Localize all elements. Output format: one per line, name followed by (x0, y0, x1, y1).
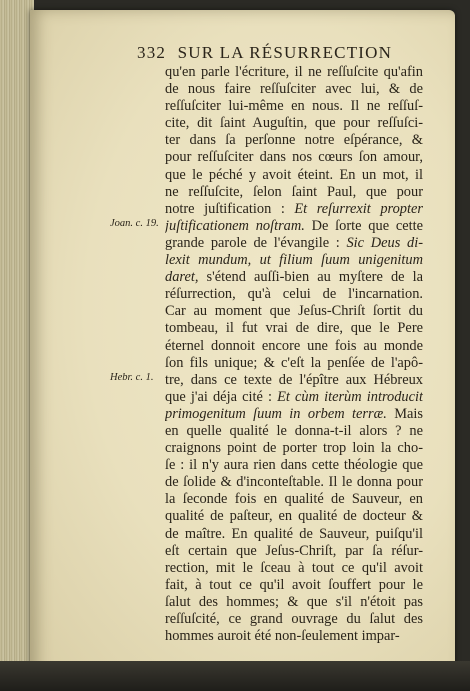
text-line (165, 218, 423, 235)
text-run: De ſorte que cette (304, 217, 423, 234)
text-line (165, 440, 423, 457)
text-run: de maître. En qualité de Sauveur, puiſqu'il (165, 525, 423, 542)
text-line (165, 577, 423, 594)
italic-latin-quote: Et reſurrexit propter (294, 200, 423, 217)
text-run: notre juſtification : (165, 200, 295, 217)
text-line (165, 320, 423, 337)
text-line (165, 628, 423, 645)
text-run: reſſuſciter lui-même en nous. Il ne reſſuſ- (165, 98, 423, 115)
margin-note-hebr: Hebr. c. 1. (110, 372, 154, 383)
margin-note-joan: Joan. c. 19. (110, 218, 159, 229)
italic-latin-quote: daret, (165, 269, 199, 286)
text-run: s'étend auſſi-bien au myſtere de la (198, 269, 423, 286)
text-line (165, 474, 423, 491)
text-line (165, 149, 423, 166)
text-line (165, 423, 423, 440)
text-run: tombeau, il fut vrai de dire, que le Pere (165, 320, 423, 337)
text-run: Mais (386, 405, 423, 422)
text-run: tre, dans ce texte de l'épître aux Hébreux (165, 371, 423, 388)
text-line (165, 594, 423, 611)
text-line (165, 543, 423, 560)
italic-latin-quote: Et cùm iterùm introducit (277, 388, 423, 405)
text-line (165, 389, 423, 406)
text-line (165, 115, 423, 132)
book-bottom-shadow (0, 661, 470, 691)
text-line (165, 201, 423, 218)
text-run: fait, à tout ce qu'il avoit ſouffert pour le (165, 576, 423, 593)
italic-latin-quote: lexit mundum, ut filium ſuum unigenitum (165, 252, 423, 269)
text-run: qu'en parle l'écriture, il ne reſſuſcite qu'afin (165, 64, 423, 80)
page-body-text (165, 64, 423, 645)
text-line (165, 167, 423, 184)
italic-latin-quote: Sic Deus di- (346, 234, 423, 251)
text-run: qualité de paſteur, en qualité de docteur & (165, 508, 423, 525)
text-line (165, 338, 423, 355)
text-line (165, 355, 423, 372)
text-run: ne reſſuſcite, ſelon ſaint Paul, que pour (165, 183, 423, 200)
text-run: Car au moment que Jeſus-Chriſt ſortit du (165, 303, 423, 320)
text-run: hommes auroit été non-ſeulement impar- (165, 628, 400, 645)
text-line (165, 98, 423, 115)
text-line (165, 235, 423, 252)
text-line (165, 64, 423, 81)
text-line (165, 406, 423, 423)
text-line (165, 132, 423, 149)
text-run: eſt certain que Jeſus-Chriſt, par ſa réſur- (165, 542, 423, 559)
text-run: reſſuſcité, ce grand ouvrage du ſalut des (165, 611, 423, 627)
book-page-edges (0, 0, 34, 691)
running-header (137, 43, 407, 65)
text-run: de nous faire reſſuſciter avec lui, & de (165, 81, 423, 98)
text-line (165, 457, 423, 474)
text-run: que le péché y avoit éteint. En un mot, il (165, 166, 423, 183)
text-run: craignons point de porter trop loin la cho- (165, 440, 423, 457)
text-line (165, 611, 423, 628)
text-line (165, 252, 423, 269)
text-run: ſon fils unique; & c'eſt la penſée de l'apô- (165, 354, 423, 371)
text-line (165, 184, 423, 201)
text-run: ſe : il n'y aura rien dans cette théologie que (165, 457, 423, 474)
text-line (165, 491, 423, 508)
text-run: pour reſſuſciter dans nos cœurs ſon amour, (165, 149, 423, 166)
text-run: en quelle qualité le donna-t-il alors ? ne (165, 422, 423, 439)
text-line (165, 81, 423, 98)
text-run: rection, mit le ſceau à tout ce qu'il avoit (165, 559, 423, 576)
text-run: ter dans ſa perſonne notre eſpérance, & (165, 132, 423, 149)
text-run: grande parole de l'évangile : (165, 234, 347, 251)
text-line (165, 286, 423, 303)
text-line (165, 508, 423, 525)
text-line (165, 269, 423, 286)
text-line (165, 372, 423, 389)
text-run: réſurrection, qu'à celui de l'incarnation. (165, 286, 423, 303)
text-line (165, 303, 423, 320)
text-line (165, 526, 423, 543)
text-run: éternel donnoit encore une fois au monde (165, 337, 423, 354)
italic-latin-quote: juſtificationem noſtram. (165, 217, 305, 234)
text-run: que j'ai déja cité : (165, 388, 278, 405)
text-run: ſalut des hommes; & que s'il n'étoit pas (165, 593, 423, 610)
text-run: de ſolide & d'inconteſtable. Il le donna pour (165, 474, 423, 491)
running-title: SUR LA RÉSURRECTION (177, 43, 393, 62)
text-run: cite, dit ſaint Auguſtin, que pour reſſuſci- (165, 115, 423, 132)
page-number: 332 (137, 43, 167, 62)
text-run: la ſeconde fois en qualité de Sauveur, en (165, 491, 423, 508)
text-line (165, 560, 423, 577)
italic-latin-quote: primogenitum ſuum in orbem terræ. (165, 405, 387, 422)
